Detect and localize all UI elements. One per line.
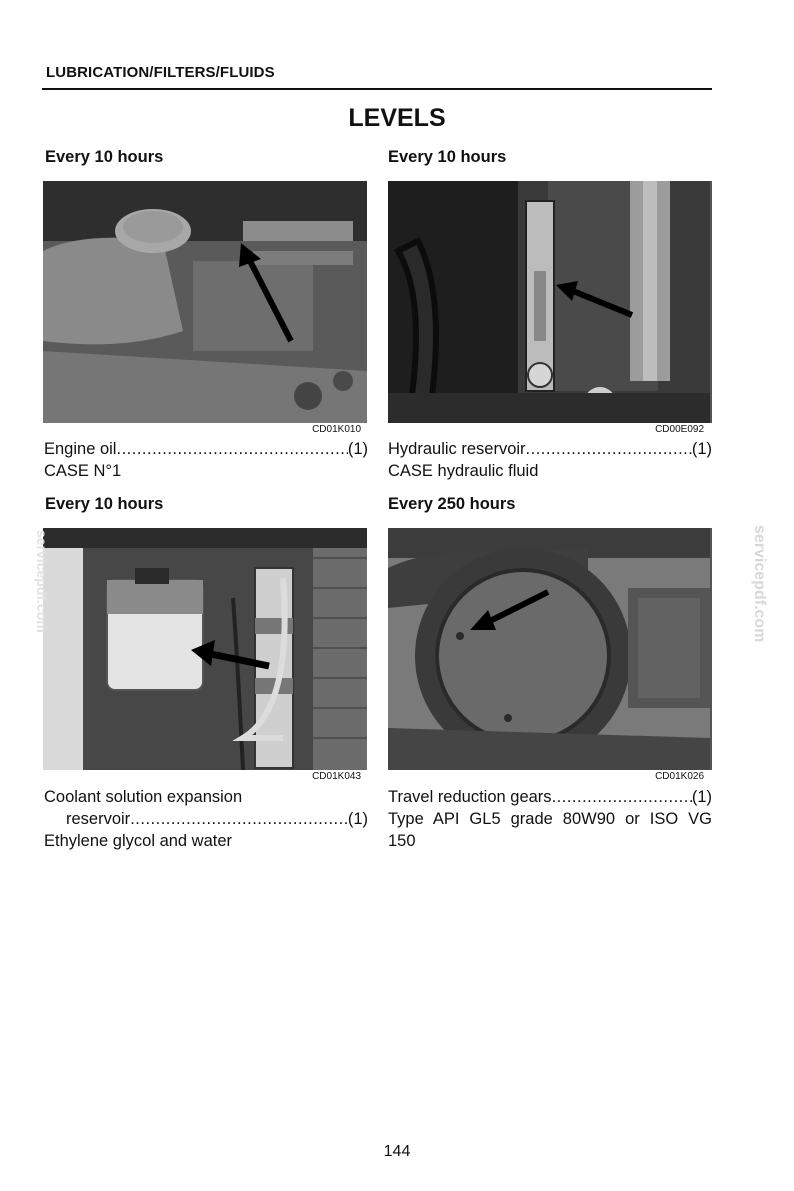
photo-coolant-reservoir <box>43 528 367 770</box>
item-spec-line1: Type API GL5 grade 80W90 or ISO VG <box>388 810 712 828</box>
photo-code: CD01K010 <box>312 424 361 435</box>
item-label: Engine oil <box>44 440 117 458</box>
item-spec-line2: 150 <box>388 832 416 850</box>
item-description <box>388 438 712 482</box>
leader-line <box>388 438 712 460</box>
item-reference: (1) <box>691 440 712 458</box>
page-number: 144 <box>383 1143 411 1160</box>
photo-engine-oil <box>43 181 367 423</box>
item-description <box>44 438 368 482</box>
item-label-line2: reservoir <box>66 810 131 828</box>
item-spec: CASE N°1 <box>44 462 122 480</box>
item-spec: CASE hydraulic fluid <box>388 462 539 480</box>
leader-line <box>388 786 712 808</box>
item-label: Hydraulic reservoir <box>388 440 526 458</box>
photo-travel-reduction-gears <box>388 528 712 770</box>
item-description <box>388 786 712 852</box>
item-description <box>44 786 368 852</box>
photo-code: CD01K026 <box>655 771 704 782</box>
item-reference: (1) <box>347 440 368 458</box>
leader-dots <box>552 786 692 808</box>
item-label: Travel reduction gears <box>388 788 552 806</box>
watermark-right: servicepdf.com <box>751 525 768 643</box>
item-label-line1: Coolant solution expansion <box>44 788 243 806</box>
watermark-left: servicepdf.com <box>34 530 50 633</box>
interval-coolant: Every 10 hours <box>45 495 164 513</box>
item-reference: (1) <box>691 788 712 806</box>
leader-line <box>44 808 368 830</box>
leader-line <box>44 438 368 460</box>
leader-dots <box>130 808 348 830</box>
photo-code: CD01K043 <box>312 771 361 782</box>
leader-dots <box>116 438 347 460</box>
photo-code: CD00E092 <box>655 424 704 435</box>
interval-travel-gears: Every 250 hours <box>388 495 516 513</box>
section-header: LUBRICATION/FILTERS/FLUIDS <box>46 64 275 81</box>
leader-dots <box>526 438 692 460</box>
header-rule <box>42 88 712 90</box>
interval-hydraulic: Every 10 hours <box>388 148 507 166</box>
photo-hydraulic-reservoir <box>388 181 712 423</box>
item-reference: (1) <box>347 810 368 828</box>
page-title: LEVELS <box>348 104 446 132</box>
interval-engine-oil: Every 10 hours <box>45 148 164 166</box>
item-spec: Ethylene glycol and water <box>44 832 233 850</box>
